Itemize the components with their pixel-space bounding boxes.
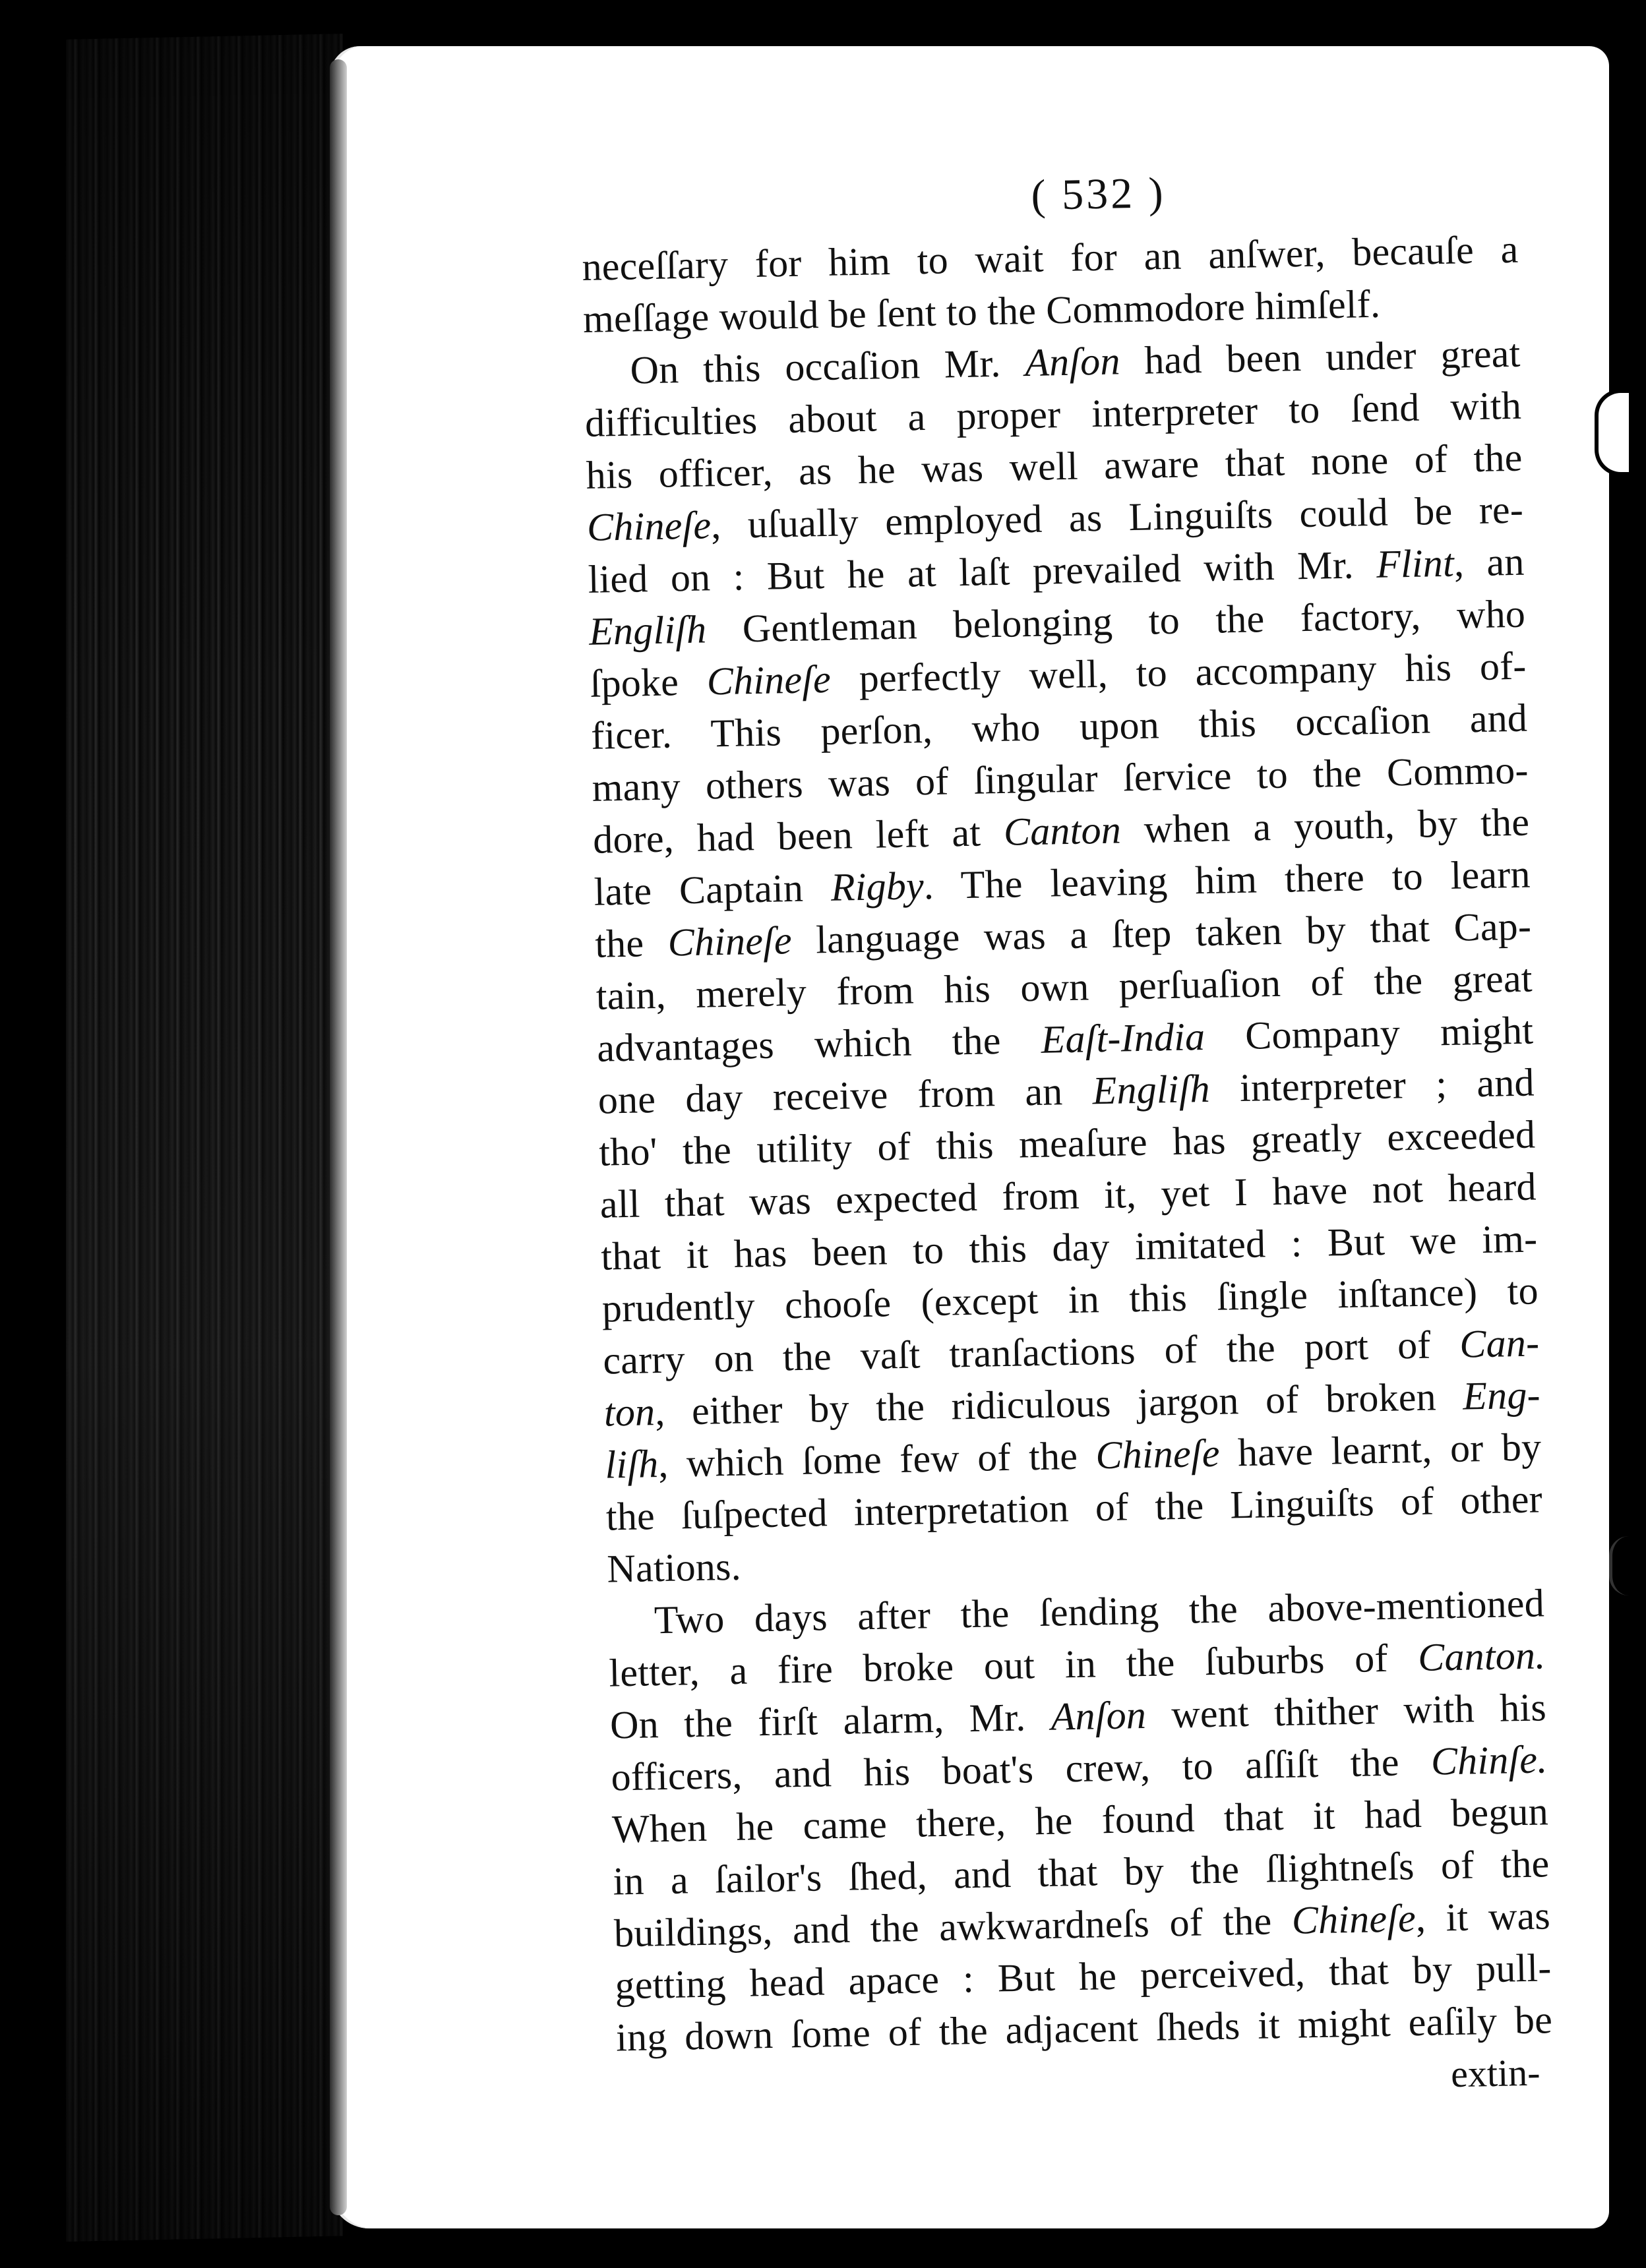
text-run: , which ſome few of the — [657, 1433, 1097, 1486]
italic-text: Chineſe — [667, 918, 793, 965]
text-run: lied on : But he at laſt prevailed with Mr. — [588, 542, 1377, 601]
text-run: tho' the utility of this meaſure has greatly exceeded — [598, 1112, 1536, 1174]
text-run: , an — [1453, 539, 1525, 585]
text-run: in a ſailor's ſhed, and that by the ſlightneſs of the — [612, 1841, 1550, 1903]
text-run: On the firſt alarm, Mr. — [609, 1694, 1052, 1747]
text-run: , it was — [1415, 1894, 1551, 1940]
text-run: buildings, and the awkwardneſs of the — [613, 1898, 1293, 1955]
text-run: language was a ſtep taken by that Cap- — [791, 904, 1532, 963]
text-run: late Captain — [594, 865, 832, 914]
text-run: the ſuſpected interpretation of the Linguiſts of other — [605, 1477, 1543, 1539]
text-run: Gentleman belonging to the factory, who — [706, 591, 1526, 651]
italic-text: Eng- — [1462, 1373, 1541, 1418]
text-run: his officer, as he was well aware that none of the — [586, 435, 1523, 497]
text-run: all that was expected from it, yet I have not heard — [599, 1164, 1537, 1226]
text-run: Nations. — [606, 1544, 742, 1591]
text-run: getting head apace : But he perceived, that by pull- — [615, 1946, 1552, 2008]
italic-text: Flint — [1376, 541, 1455, 586]
catchword: extin- — [1450, 2050, 1541, 2096]
italic-text: Anſon — [1024, 339, 1121, 385]
italic-text: Can- — [1459, 1321, 1540, 1366]
text-run: ſpoke — [590, 659, 708, 705]
text-run: interpreter ; and — [1209, 1060, 1535, 1110]
italic-text: Canton — [1003, 808, 1122, 854]
text-run: , either by the ridiculous jargon of broken — [654, 1374, 1463, 1434]
italic-text: Engliſh — [588, 607, 707, 653]
text-run: carry on the vaſt tranſactions of the port of — [602, 1322, 1461, 1383]
body-text — [582, 224, 1553, 2064]
italic-text: Chineſe — [1291, 1896, 1417, 1942]
italic-text: Engliſh — [1092, 1066, 1211, 1113]
text-run: perfectly well, to accompany his of- — [830, 643, 1527, 701]
text-run: have learnt, or by — [1219, 1425, 1542, 1475]
italic-text: Anſon — [1051, 1692, 1147, 1739]
text-run: . The leaving him there to learn — [923, 852, 1531, 908]
italic-text: Eaſt-India — [1040, 1015, 1205, 1061]
page-edge-tear — [1595, 389, 1629, 476]
italic-text: Chineſe — [706, 657, 832, 703]
text-run: Two days after the ſending the above-mentioned — [654, 1581, 1545, 1642]
text-run: went thither with his — [1145, 1685, 1547, 1737]
text-run: , uſually employed as Linguiſts could be re- — [710, 487, 1524, 547]
text-run: dore, had been left at — [592, 810, 1004, 862]
text-run: ficer. This perſon, who upon this occaſion and — [590, 696, 1528, 758]
italic-text: Canton. — [1417, 1633, 1546, 1680]
text-run: many others was of ſingular ſervice to the Commo- — [592, 748, 1529, 810]
text-run: one day receive from an — [597, 1069, 1093, 1122]
text-run: advantages which the — [596, 1017, 1042, 1070]
text-run: letter, a fire broke out in the ſuburbs of — [608, 1636, 1418, 1695]
text-block — [580, 160, 1554, 2117]
text-run: tain, merely from his own perſuaſion of the great — [595, 956, 1533, 1018]
italic-text: Chineſe — [1095, 1431, 1221, 1477]
text-run: prudently chooſe (except in this ſingle inſtance) to — [601, 1268, 1539, 1330]
text-run: that it has been to this day imitated : But we im- — [600, 1216, 1538, 1278]
page-gutter — [330, 59, 347, 2215]
text-run: the — [594, 920, 669, 966]
text-run: when a youth, by the — [1120, 800, 1530, 852]
italic-text: liſh — [604, 1442, 659, 1487]
page-number-header: ( 532 ) — [1030, 168, 1167, 220]
text-run: Company might — [1204, 1008, 1534, 1059]
page-edge-wear — [1609, 1536, 1631, 1596]
italic-text: Chineſe — [586, 503, 712, 549]
text-run: officers, and his boat's crew, to aſſiſt the — [610, 1739, 1432, 1799]
italic-text: ton — [603, 1390, 655, 1435]
text-run: had been under great — [1119, 331, 1521, 383]
text-run: When he came there, he found that it had begun — [611, 1789, 1549, 1851]
text-run: meſſage would be ſent to the Commodore himſelf. — [582, 282, 1381, 341]
book-fore-edge-shading — [66, 34, 343, 2242]
italic-text: Rigby — [830, 864, 925, 909]
text-run: On this occaſion Mr. — [629, 341, 1025, 392]
text-run: neceſſary for him to wait for an anſwer, becauſe a — [581, 227, 1519, 289]
italic-text: Chinſe. — [1430, 1737, 1548, 1783]
text-run: difficulties about a proper interpreter to ſend with — [584, 383, 1522, 445]
text-run: ing down ſome of the adjacent ſheds it might eaſily be — [615, 1998, 1553, 2060]
